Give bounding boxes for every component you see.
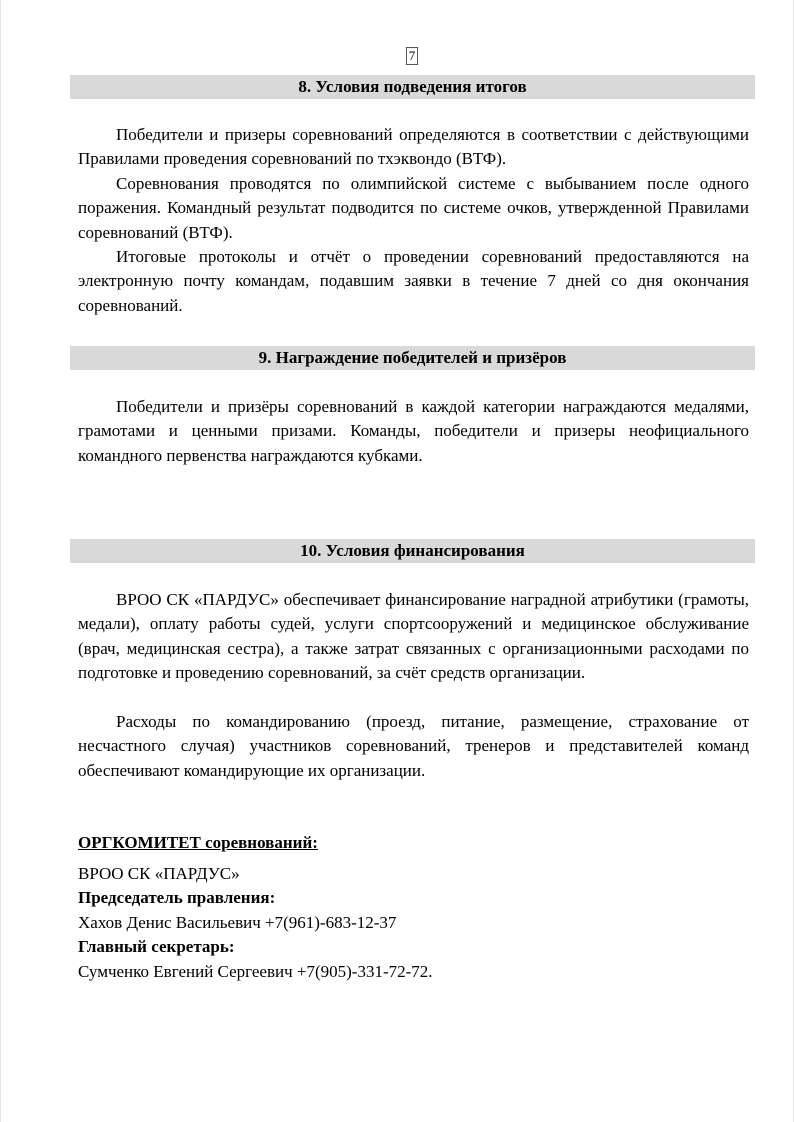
paragraph: Итоговые протоколы и отчёт о проведении соревнований предоставляются на электронную почту командам, подавшим заявки в течение 7 дней со дня окончания соревнований. bbox=[78, 247, 749, 315]
paragraph: Соревнования проводятся по олимпийской системе с выбыванием после одного поражения. Командный результат подводится по системе очков, утвержденной Правилами соревнований (ВТФ). bbox=[78, 174, 749, 242]
orgcommittee-title: ОРГКОМИТЕТ соревнований: bbox=[78, 833, 318, 852]
section-heading-awards: 9. Награждение победителей и призёров bbox=[70, 346, 755, 370]
section-heading-results: 8. Условия подведения итогов bbox=[70, 75, 755, 99]
section-heading-financing: 10. Условия финансирования bbox=[70, 539, 755, 563]
orgcommittee-block bbox=[78, 831, 749, 984]
page-number: 7 bbox=[406, 47, 418, 65]
secretary-contact: Сумченко Евгений Сергеевич +7(905)-331-72-72. bbox=[78, 961, 433, 981]
paragraph: Расходы по командированию (проезд, питание, размещение, страхование от несчастного случая) участников соревнований, тренеров и представителей команд обеспечивают командирующие их организации. bbox=[78, 712, 749, 780]
chair-label: Председатель правления: bbox=[78, 888, 276, 907]
chair-contact: Хахов Денис Васильевич +7(961)-683-12-37 bbox=[78, 912, 397, 932]
paragraph: ВРОО СК «ПАРДУС» обеспечивает финансирование наградной атрибутики (грамоты, медали), оплату работы судей, услуги спортсооружений и медицинское обслуживание (врач, медицинская сестра), а также затрат связанных с организационными расходами по подготовке и проведению соревнований, за счёт средств организации. bbox=[78, 590, 749, 683]
paragraph: Победители и призеры соревнований определяются в соответствии с действующими Правилами проведения соревнований по тхэквондо (ВТФ). bbox=[78, 125, 749, 169]
secretary-label: Главный секретарь: bbox=[78, 937, 235, 956]
paragraph: Победители и призёры соревнований в каждой категории награждаются медалями, грамотами и ценными призами. Команды, победители и призеры неофициального командного первенства награждаются кубками. bbox=[78, 397, 749, 465]
organization-name: ВРОО СК «ПАРДУС» bbox=[78, 863, 240, 883]
